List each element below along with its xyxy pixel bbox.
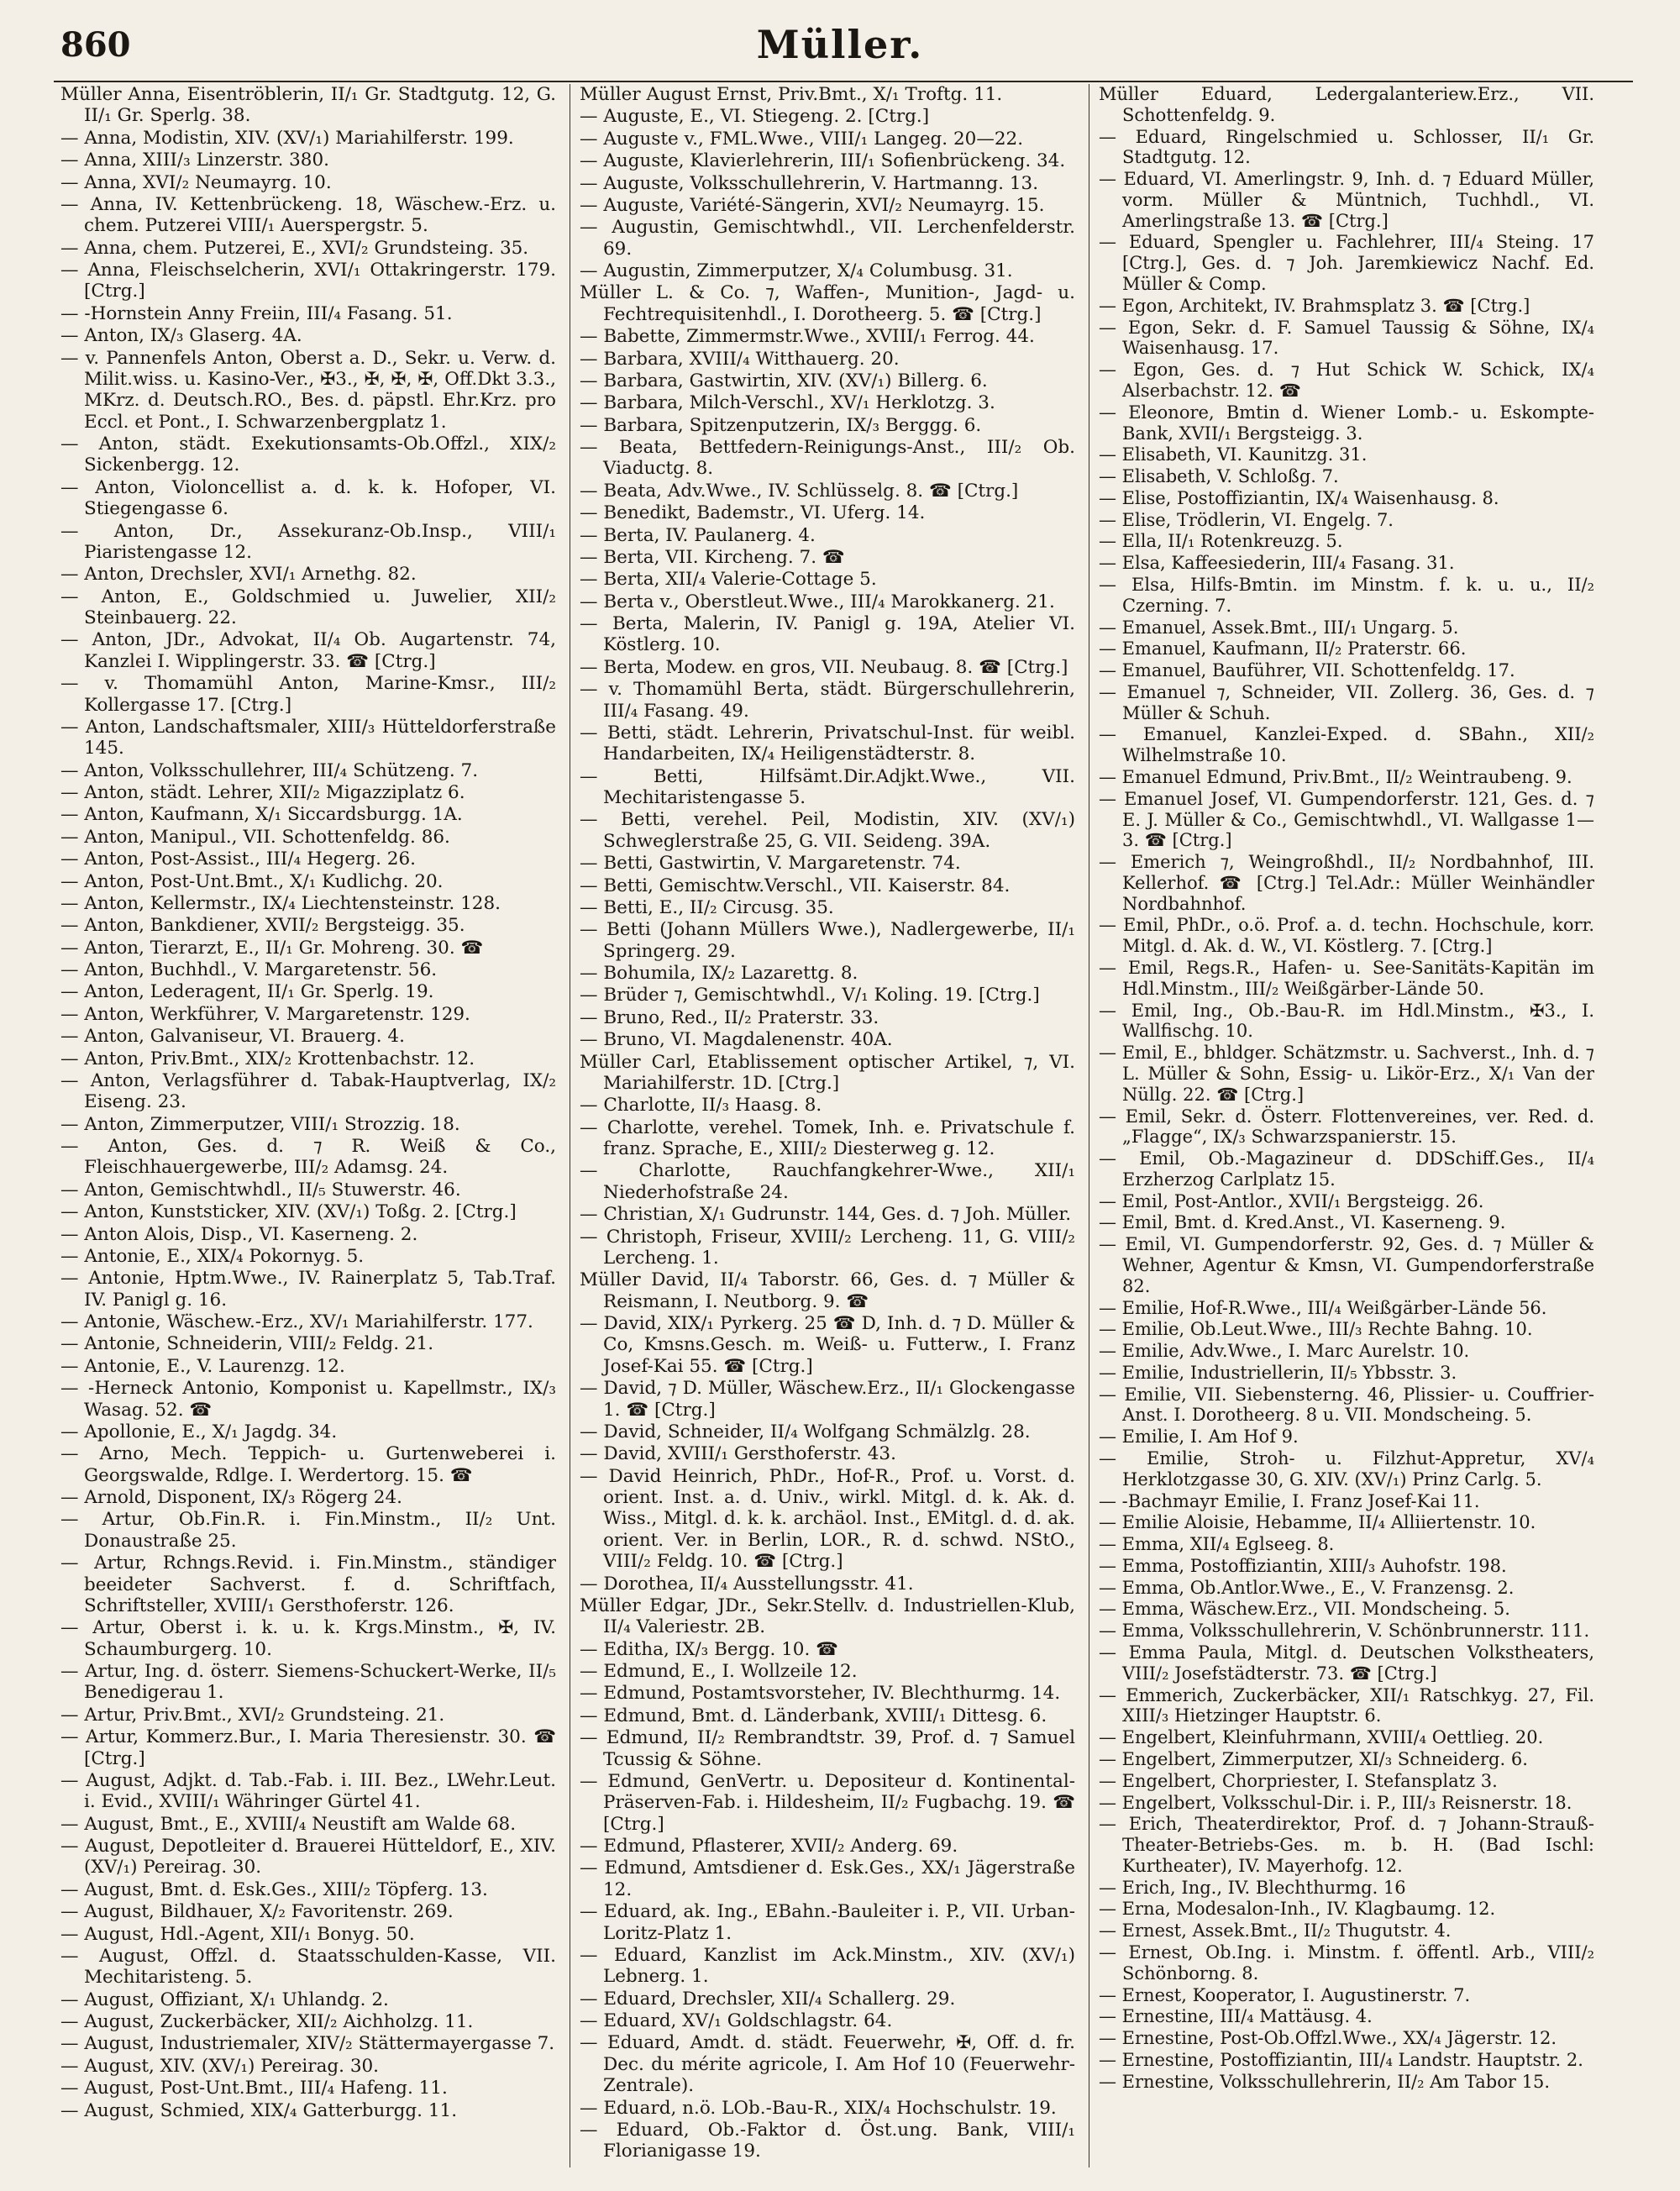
directory-entry: — Anton, Tierarzt, E., II/₁ Gr. Mohreng. 30. ☎ <box>60 937 484 959</box>
directory-entry: — August, Adjkt. d. Tab.-Fab. i. III. Bez., LWehr.Leut. i. Evid., XVIII/₁ Währinger Gürtel 41. <box>60 1769 556 1813</box>
directory-entry: — Emilie, I. Am Hof 9. <box>1099 1427 1299 1448</box>
directory-entry: — August, Bmt. d. Esk.Ges., XIII/₂ Töpferg. 13. <box>60 1878 488 1900</box>
directory-entry: — Anton, Galvaniseur, VI. Brauerg. 4. <box>60 1026 405 1048</box>
directory-entry: — Anna, chem. Putzerei, E., XVI/₂ Grundsteing. 35. <box>60 237 529 259</box>
directory-entry: — Anton, Verlagsführer d. Tabak-Hauptverlag, IX/₂ Eiseng. 23. <box>60 1069 556 1113</box>
directory-entry: — Artur, Ing. d. österr. Siemens-Schuckert-Werke, II/₅ Benedigerau 1. <box>60 1661 556 1704</box>
directory-entry: — v. Thomamühl Anton, Marine-Kmsr., III/₂ Kollergasse 17. [Ctrg.] <box>60 673 556 716</box>
directory-entry: — Erna, Modesalon-Inh., IV. Klagbaumg. 12. <box>1099 1899 1496 1920</box>
directory-entry: — Emma, Wäschew.Erz., VII. Mondscheing. 5. <box>1099 1599 1510 1620</box>
directory-entry: — Antonie, Wäschew.-Erz., XV/₁ Mariahilferstr. 177. <box>60 1311 533 1332</box>
directory-entry: — August, Bmt., E., XVIII/₄ Neustift am Walde 68. <box>60 1813 517 1835</box>
directory-entry: Müller Anna, Eisentröblerin, II/₁ Gr. Stadtgutg. 12, G. II/₁ Gr. Sperlg. 38. <box>60 84 556 127</box>
column-2 <box>580 84 1075 2167</box>
directory-entry: — Betti, E., II/₂ Circusg. 35. <box>580 896 834 918</box>
directory-entry: — Betti, Gastwirtin, V. Margaretenstr. 74. <box>580 853 961 875</box>
directory-entry: — Anton, Buchhdl., V. Margaretenstr. 56. <box>60 959 438 980</box>
directory-entry: — Edmund, Bmt. d. Länderbank, XVIII/₁ Dittesg. 6. <box>580 1705 1047 1726</box>
directory-entry: — Emil, Sekr. d. Österr. Flottenvereines, ver. Red. d. „Flagge“, IX/₃ Schwarzspanierstr. 15. <box>1099 1106 1594 1148</box>
directory-entry: — Edmund, II/₂ Rembrandtstr. 39, Prof. d. ⁊ Samuel Tcussig & Söhne. <box>580 1727 1075 1770</box>
directory-entry: — Auguste, E., VI. Stiegeng. 2. [Ctrg.] <box>580 106 930 128</box>
directory-entry: — Benedikt, Bademstr., VI. Uferg. 14. <box>580 502 926 524</box>
directory-entry: — Barbara, XVIII/₄ Witthauerg. 20. <box>580 348 900 370</box>
directory-entry: — Emil, VI. Gumpendorferstr. 92, Ges. d. ⁊ Müller & Wehner, Agentur & Kmsn, VI. Gumpendorferstraße 82. <box>1099 1234 1594 1296</box>
directory-entry: — Anton, Dr., Assekuranz-Ob.Insp., VIII/₁ Piaristengasse 12. <box>60 520 556 563</box>
directory-entry: — Emanuel, Bauführer, VII. Schottenfeldg. 17. <box>1099 660 1515 681</box>
directory-entry: — Eduard, Kanzlist im Ack.Minstm., XIV. (XV/₁) Lebnerg. 1. <box>580 1944 1075 1988</box>
directory-entry: — Emil, Ob.-Magazineur d. DDSchiff.Ges., II/₄ Erzherzog Carlplatz 15. <box>1099 1148 1594 1190</box>
directory-entry: — Artur, Ob.Fin.R. i. Fin.Minstm., II/₂ Unt. Donaustraße 25. <box>60 1509 556 1552</box>
directory-entry: — Emmerich, Zuckerbäcker, XII/₁ Ratschkyg. 27, Fil. XIII/₃ Hietzinger Hauptstr. 6. <box>1099 1684 1594 1726</box>
directory-entry: — Erich, Ing., IV. Blechthurmg. 16 <box>1099 1877 1406 1898</box>
directory-entry: — Anton, Post-Unt.Bmt., X/₁ Kudlichg. 20. <box>60 870 444 892</box>
directory-entry: — Anton, Post-Assist., III/₄ Hegerg. 26. <box>60 849 416 870</box>
directory-entry: — Bohumila, IX/₂ Lazarettg. 8. <box>580 963 858 984</box>
directory-entry: — Emilie, Ob.Leut.Wwe., III/₃ Rechte Bahng. 10. <box>1099 1319 1533 1340</box>
directory-entry: — v. Thomamühl Berta, städt. Bürgerschullehrerin, III/₄ Fasang. 49. <box>580 679 1075 722</box>
directory-entry: — Bruno, VI. Magdalenenstr. 40A. <box>580 1029 893 1051</box>
directory-entry: — Ella, II/₁ Rotenkreuzg. 5. <box>1099 531 1343 552</box>
directory-entry: — Auguste, Klavierlehrerin, III/₁ Sofienbrückeng. 34. <box>580 150 1066 172</box>
directory-entry: — Arno, Mech. Teppich- u. Gurtenweberei i. Georgswalde, Rdlge. I. Werdertorg. 15. ☎ <box>60 1443 556 1486</box>
directory-entry: — Anton, Manipul., VII. Schottenfeldg. 86. <box>60 826 450 848</box>
directory-entry: — Emil, Regs.R., Hafen- u. See-Sanitäts-Kapitän im Hdl.Minstm., III/₂ Weißgärber-Lände 50. <box>1099 958 1594 999</box>
directory-entry: — Emilie, VII. Siebensterng. 46, Plissier- u. Couffrier-Anst. I. Dorotheerg. 8 u. VII. Mondscheing. 5. <box>1099 1384 1594 1426</box>
directory-entry: — Eduard, n.ö. LOb.-Bau-R., XIX/₄ Hochschulstr. 19. <box>580 2097 1057 2119</box>
directory-entry: — Anton, Bankdiener, XVII/₂ Bergsteigg. 35. <box>60 915 465 937</box>
directory-entry: — Anton, E., Goldschmied u. Juwelier, XII/₂ Steinbauerg. 22. <box>60 586 556 628</box>
directory-entry: — August, Schmied, XIX/₄ Gatterburgg. 11. <box>60 2099 458 2121</box>
directory-entry: — Auguste, Volksschullehrerin, V. Hartmanng. 13. <box>580 172 1039 194</box>
directory-entry: — David, ⁊ D. Müller, Wäschew.Erz., II/₁ Glockengasse 1. ☎ [Ctrg.] <box>580 1378 1075 1421</box>
directory-entry: — Emma Paula, Mitgl. d. Deutschen Volkstheaters, VIII/₂ Josefstädterstr. 73. ☎ [Ctrg.] <box>1099 1642 1594 1684</box>
directory-entry: — Anton, Ges. d. ⁊ R. Weiß & Co., Fleischhauergewerbe, III/₂ Adamsg. 24. <box>60 1136 556 1179</box>
directory-entry: — Engelbert, Volksschul-Dir. i. P., III/₃ Reisnerstr. 18. <box>1099 1792 1572 1813</box>
directory-entry: — Barbara, Gastwirtin, XIV. (XV/₁) Billerg. 6. <box>580 370 988 391</box>
directory-entry: Müller David, II/₄ Taborstr. 66, Ges. d. ⁊ Müller & Reismann, I. Neutborg. 9. ☎ <box>580 1269 1075 1312</box>
directory-entry: — August, Depotleiter d. Brauerei Hütteldorf, E., XIV. (XV/₁) Pereirag. 30. <box>60 1836 556 1878</box>
directory-entry: — Auguste v., FML.Wwe., VIII/₁ Langeg. 20—22. <box>580 128 1024 150</box>
directory-entry: — Emma, Volksschullehrerin, V. Schönbrunnerstr. 111. <box>1099 1621 1590 1642</box>
directory-entry: — v. Pannenfels Anton, Oberst a. D., Sekr. u. Verw. d. Milit.wiss. u. Kasino-Ver., ✠3., ✠, ✠, ✠, Off.Dkt 3.3., MKrz. d. Deutsch.RO., Bes. d. päpstl. Ehr.Krz. pro Eccl. et Pont., I. Schwarzenbergplatz 1. <box>60 347 556 433</box>
directory-entry: — Elsa, Kaffeesiederin, III/₄ Fasang. 31. <box>1099 553 1455 574</box>
directory-entry: — Anton, Landschaftsmaler, XIII/₃ Hütteldorferstraße 145. <box>60 716 556 759</box>
directory-entry: — Betti, Gemischtw.Verschl., VII. Kaiserstr. 84. <box>580 875 1011 896</box>
directory-entry: — Emil, Post-Antlor., XVII/₁ Bergsteigg. 26. <box>1099 1190 1484 1211</box>
directory-entry: — Eduard, Ob.-Faktor d. Öst.ung. Bank, VIII/₁ Florianigasse 19. <box>580 2119 1075 2162</box>
directory-entry: — Eduard, ak. Ing., EBahn.-Bauleiter i. P., VII. Urban-Loritz-Platz 1. <box>580 1901 1075 1944</box>
directory-entry: — David Heinrich, PhDr., Hof-R., Prof. u. Vorst. d. orient. Inst. a. d. Univ., wirkl. Mitgl. d. k. Ak. d. Wiss., Mitgl. d. k. k. archäol. Inst., EMitgl. d. d. ak. orient. Ver. in Berlin, LOR., R. d. schwd. NStO., VIII/₂ Feldg. 10. ☎ [Ctrg.] <box>580 1465 1075 1573</box>
directory-entry: — Antonie, Schneiderin, VIII/₂ Feldg. 21. <box>60 1333 434 1355</box>
directory-entry: — Edmund, Amtsdiener d. Esk.Ges., XX/₁ Jägerstraße 12. <box>580 1857 1075 1900</box>
directory-entry: — Dorothea, II/₄ Ausstellungsstr. 41. <box>580 1573 914 1595</box>
directory-entry: — Egon, Ges. d. ⁊ Hut Schick W. Schick, IX/₄ Alserbachstr. 12. ☎ <box>1099 360 1594 401</box>
directory-entry: — Elisabeth, V. Schloßg. 7. <box>1099 466 1339 487</box>
directory-entry: — Augustin, Gemischtwhdl., VII. Lerchenfelderstr. 69. <box>580 217 1075 260</box>
directory-entry: — Anna, XIII/₃ Linzerstr. 380. <box>60 150 329 171</box>
directory-entry: — Anton, Lederagent, II/₁ Gr. Sperlg. 19. <box>60 981 434 1003</box>
directory-entry: — Eduard, Ringelschmied u. Schlosser, II/₁ Gr. Stadtgutg. 12. <box>1099 126 1594 168</box>
directory-entry: — Artur, Kommerz.Bur., I. Maria Theresienstr. 30. ☎ [Ctrg.] <box>60 1726 556 1769</box>
directory-entry: — Anton, Zimmerputzer, VIII/₁ Strozzig. 18. <box>60 1113 460 1135</box>
directory-entry: — Emilie, Industriellerin, II/₅ Ybbsstr. 3. <box>1099 1362 1457 1383</box>
column-3 <box>1099 84 1594 2167</box>
directory-entry: — Erich, Theaterdirektor, Prof. d. ⁊ Johann-Strauß-Theater-Betriebs-Ges. m. b. H. (Bad Ischl: Kurtheater), IV. Mayerhofg. 12. <box>1099 1814 1594 1876</box>
directory-entry: — Emilie, Stroh- u. Filzhut-Appretur, XV/₄ Herklotzgasse 30, G. XIV. (XV/₁) Prinz Carlg. 5. <box>1099 1448 1594 1490</box>
directory-entry: — Berta, Malerin, IV. Panigl g. 19A, Atelier VI. Köstlerg. 10. <box>580 613 1075 656</box>
directory-entry: — Engelbert, Kleinfuhrmann, XVIII/₄ Oettlieg. 20. <box>1099 1727 1544 1748</box>
directory-entry: — Barbara, Spitzenputzerin, IX/₃ Berggg. 6. <box>580 414 982 436</box>
directory-entry: — August, Post-Unt.Bmt., III/₄ Hafeng. 11. <box>60 2078 448 2099</box>
directory-entry: Müller Eduard, Ledergalanteriew.Erz., VII. Schottenfeldg. 9. <box>1099 84 1594 125</box>
directory-entry: — Emil, PhDr., o.ö. Prof. a. d. techn. Hochschule, korr. Mitgl. d. Ak. d. W., VI. Köstlerg. 7. [Ctrg.] <box>1099 915 1594 957</box>
directory-entry: — Augustin, Zimmerputzer, X/₄ Columbusg. 31. <box>580 260 1013 281</box>
directory-entry: — Anton, IX/₃ Glaserg. 4A. <box>60 325 302 347</box>
directory-entry: — Emilie Aloisie, Hebamme, II/₄ Alliiertenstr. 10. <box>1099 1512 1536 1533</box>
directory-entry: — Emerich ⁊, Weingroßhdl., II/₂ Nordbahnhof, III. Kellerhof. ☎ [Ctrg.] Tel.Adr.: Müller Weinhändler Nordbahnhof. <box>1099 852 1594 914</box>
directory-entry: — Emanuel Josef, VI. Gumpendorferstr. 121, Ges. d. ⁊ E. J. Müller & Co., Gemischtwhdl., VI. Wallgasse 1—3. ☎ [Ctrg.] <box>1099 788 1594 851</box>
directory-entry: — Editha, IX/₃ Bergg. 10. ☎ <box>580 1638 838 1660</box>
directory-entry: — Anton, Kaufmann, X/₁ Siccardsburgg. 1A. <box>60 804 463 826</box>
header-rule <box>54 81 1633 82</box>
directory-entry: — Artur, Priv.Bmt., XVI/₂ Grundsteing. 21. <box>60 1704 445 1726</box>
directory-entry: — Charlotte, II/₃ Haasg. 8. <box>580 1095 822 1117</box>
directory-entry: Müller August Ernst, Priv.Bmt., X/₁ Troftg. 11. <box>580 84 1003 105</box>
directory-entry: — Emanuel, Kaufmann, II/₂ Praterstr. 66. <box>1099 638 1467 659</box>
directory-entry: — Egon, Architekt, IV. Brahmsplatz 3. ☎ [Ctrg.] <box>1099 295 1530 316</box>
directory-entry: — Emilie, Adv.Wwe., I. Marc Aurelstr. 10. <box>1099 1341 1470 1362</box>
directory-entry: — Eduard, VI. Amerlingstr. 9, Inh. d. ⁊ Eduard Müller, vorm. Müller & Müntnich, Tuchhdl., VI. Amerlingstraße 13. ☎ [Ctrg.] <box>1099 169 1594 231</box>
directory-entry: — Ernest, Assek.Bmt., II/₂ Thugutstr. 4. <box>1099 1920 1452 1941</box>
directory-entry: — Emma, Ob.Antlor.Wwe., E., V. Franzensg. 2. <box>1099 1577 1515 1598</box>
directory-entry: — Emma, XII/₄ Eglseeg. 8. <box>1099 1534 1335 1555</box>
directory-entry: — Anna, IV. Kettenbrückeng. 18, Wäschew.-Erz. u. chem. Putzerei VIII/₁ Auerspergstr. 5. <box>60 193 556 237</box>
directory-entry: Müller Edgar, JDr., Sekr.Stellv. d. Industriellen-Klub, II/₄ Valeriestr. 2B. <box>580 1595 1075 1638</box>
directory-entry: — -Herneck Antonio, Komponist u. Kapellmstr., IX/₃ Wasag. 52. ☎ <box>60 1378 556 1421</box>
directory-entry: — Egon, Sekr. d. F. Samuel Taussig & Söhne, IX/₄ Waisenhausg. 17. <box>1099 317 1594 359</box>
directory-entry: — Emanuel ⁊, Schneider, VII. Zollerg. 36, Ges. d. ⁊ Müller & Schuh. <box>1099 681 1594 723</box>
directory-entry: — Berta, VII. Kircheng. 7. ☎ <box>580 546 845 568</box>
directory-entry: — Anton, städt. Exekutionsamts-Ob.Offzl., XIX/₂ Sickenbergg. 12. <box>60 433 556 476</box>
directory-entry: — Ernest, Ob.Ing. i. Minstm. f. öffentl. Arb., VIII/₂ Schönborng. 8. <box>1099 1941 1594 1983</box>
directory-entry: — Auguste, Variété-Sängerin, XVI/₂ Neumayrg. 15. <box>580 194 1045 216</box>
directory-entry: — Arnold, Disponent, IX/₃ Rögerg 24. <box>60 1487 402 1508</box>
directory-entry: — -Hornstein Anny Freiin, III/₄ Fasang. 51. <box>60 302 453 324</box>
directory-entry: — Eduard, Spengler u. Fachlehrer, III/₄ Steing. 17 [Ctrg.], Ges. d. ⁊ Joh. Jaremkiewicz Nachf. Ed. Müller & Comp. <box>1099 232 1594 295</box>
directory-entry: — Betti, verehel. Peil, Modistin, XIV. (XV/₁) Schweglerstraße 25, G. VII. Seideng. 39A. <box>580 809 1075 852</box>
directory-entry: — Engelbert, Zimmerputzer, XI/₃ Schneiderg. 6. <box>1099 1748 1528 1769</box>
directory-entry: — Edmund, GenVertr. u. Depositeur d. Kontinental-Präserven-Fab. i. Hildesheim, II/₂ Fugbachg. 19. ☎ [Ctrg.] <box>580 1770 1075 1835</box>
directory-entry: — Elsa, Hilfs-Bmtin. im Minstm. f. k. u. u., II/₂ Czerning. 7. <box>1099 574 1594 616</box>
directory-entry: — Ernestine, Postoffiziantin, III/₄ Landstr. Hauptstr. 2. <box>1099 2049 1583 2070</box>
directory-entry: — Anton, Priv.Bmt., XIX/₂ Krottenbachstr. 12. <box>60 1048 475 1069</box>
column-1 <box>60 84 556 2167</box>
directory-entry: — Elise, Trödlerin, VI. Engelg. 7. <box>1099 509 1394 530</box>
directory-entry: — Ernest, Kooperator, I. Augustinerstr. 7. <box>1099 1984 1471 2005</box>
directory-entry: — Elise, Postoffiziantin, IX/₄ Waisenhausg. 8. <box>1099 487 1499 508</box>
directory-entry: — Emil, Bmt. d. Kred.Anst., VI. Kaserneng. 9. <box>1099 1212 1506 1233</box>
directory-entry: — Charlotte, Rauchfangkehrer-Wwe., XII/₁ Niederhofstraße 24. <box>580 1160 1075 1203</box>
directory-entry: — Anton, Werkführer, V. Margaretenstr. 129. <box>60 1003 470 1025</box>
directory-entry: — Ernestine, III/₄ Mattäusg. 4. <box>1099 2006 1373 2027</box>
directory-entry: — Anton, Gemischtwhdl., II/₅ Stuwerstr. 46. <box>60 1179 461 1201</box>
directory-entry: — Betti, städt. Lehrerin, Privatschul-Inst. für weibl. Handarbeiten, IX/₄ Heiligenstädterstr. 8. <box>580 722 1075 765</box>
directory-entry: — August, Offzl. d. Staatsschulden-Kasse, VII. Mechitaristeng. 5. <box>60 1945 556 1989</box>
directory-entry: — Anton, städt. Lehrer, XII/₂ Migazziplatz 6. <box>60 782 465 803</box>
directory-entry: — Berta, IV. Paulanerg. 4. <box>580 524 816 546</box>
directory-entry: — Antonie, E., XIX/₄ Pokornyg. 5. <box>60 1245 365 1267</box>
directory-entry: — Ernestine, Volksschullehrerin, II/₂ Am Tabor 15. <box>1099 2071 1551 2092</box>
directory-entry: — Betti (Johann Müllers Wwe.), Nadlergewerbe, II/₁ Springerg. 29. <box>580 919 1075 962</box>
directory-entry: — Emil, E., bhldger. Schätzmstr. u. Sachverst., Inh. d. ⁊ L. Müller & Sohn, Essig- u. Likör-Erz., X/₁ Van der Nüllg. 22. ☎ [Ctrg.] <box>1099 1043 1594 1105</box>
directory-entry: — Emanuel, Kanzlei-Exped. d. SBahn., XII/₂ Wilhelmstraße 10. <box>1099 724 1594 766</box>
directory-entry: — -Bachmayr Emilie, I. Franz Josef-Kai 11. <box>1099 1490 1480 1511</box>
directory-entry: — Berta v., Oberstleut.Wwe., III/₄ Marokkanerg. 21. <box>580 591 1055 612</box>
page-number: 860 <box>60 25 131 65</box>
directory-entry: — Berta, Modew. en gros, VII. Neubaug. 8. ☎ [Ctrg.] <box>580 656 1068 678</box>
directory-entry: — Elisabeth, VI. Kaunitzg. 31. <box>1099 444 1368 465</box>
directory-entry: — Antonie, E., V. Laurenzg. 12. <box>60 1355 345 1377</box>
directory-entry: — Anna, Modistin, XIV. (XV/₁) Mariahilferstr. 199. <box>60 127 514 149</box>
directory-entry: — Anton, Violoncellist a. d. k. k. Hofoper, VI. Stiegengasse 6. <box>60 476 556 520</box>
directory-entry: — David, XIX/₁ Pyrkerg. 25 ☎ D, Inh. d. ⁊ D. Müller & Co, Kmsns.Gesch. m. Weiß- u. Futterw., I. Franz Josef-Kai 55. ☎ [Ctrg.] <box>580 1313 1075 1377</box>
directory-entry: — David, Schneider, II/₄ Wolfgang Schmälzlg. 28. <box>580 1421 1031 1442</box>
directory-entry: — Edmund, Pflasterer, XVII/₂ Anderg. 69. <box>580 1836 958 1857</box>
directory-entry: — Anton, Volksschullehrer, III/₄ Schützeng. 7. <box>60 759 479 781</box>
directory-entry: — Anton, Kunststicker, XIV. (XV/₁) Toßg. 2. [Ctrg.] <box>60 1201 517 1223</box>
directory-entry: — Anton, Kellermstr., IX/₄ Liechtensteinstr. 128. <box>60 892 501 914</box>
directory-entry: Müller Carl, Etablissement optischer Artikel, ⁊, VI. Mariahilferstr. 1D. [Ctrg.] <box>580 1051 1075 1094</box>
directory-entry: — Emma, Postoffiziantin, XIII/₃ Auhofstr. 198. <box>1099 1555 1507 1576</box>
directory-entry: — Edmund, E., I. Wollzeile 12. <box>580 1661 858 1682</box>
directory-entry: — Eduard, Drechsler, XII/₄ Schallerg. 29. <box>580 1988 956 2010</box>
directory-entry: — Anna, XVI/₂ Neumayrg. 10. <box>60 171 332 193</box>
directory-entry: — Christian, X/₁ Gudrunstr. 144, Ges. d. ⁊ Joh. Müller. <box>580 1204 1072 1226</box>
directory-entry: — Christoph, Friseur, XVIII/₂ Lercheng. 11, G. VIII/₂ Lercheng. 1. <box>580 1226 1075 1269</box>
directory-entry: — August, Offiziant, X/₁ Uhlandg. 2. <box>60 1989 389 2010</box>
directory-entry: — Barbara, Milch-Verschl., XV/₁ Herklotzg. 3. <box>580 392 995 414</box>
directory-entry: — August, Industriemaler, XIV/₂ Stättermayergasse 7. <box>60 2033 555 2055</box>
directory-entry: — Edmund, Postamtsvorsteher, IV. Blechthurmg. 14. <box>580 1683 1061 1705</box>
directory-entry: — Engelbert, Chorpriester, I. Stefansplatz 3. <box>1099 1770 1498 1791</box>
directory-entry: — Antonie, Hptm.Wwe., IV. Rainerplatz 5, Tab.Traf. IV. Panigl g. 16. <box>60 1268 556 1311</box>
directory-entry: — Artur, Rchngs.Revid. i. Fin.Minstm., ständiger beeideter Sachverst. f. d. Schriftfach, Schriftsteller, XVIII/₁ Gersthoferstr. 126. <box>60 1553 556 1616</box>
directory-entry: — August, Bildhauer, X/₂ Favoritenstr. 269. <box>60 1901 454 1923</box>
directory-entry: — Eduard, XV/₁ Goldschlagstr. 64. <box>580 2010 893 2031</box>
directory-entry: — Eduard, Amdt. d. städt. Feuerwehr, ✠, Off. d. fr. Dec. du mérite agricole, I. Am Hof 10 (Feuerwehr-Zentrale). <box>580 2032 1075 2097</box>
directory-entry: — Emanuel, Assek.Bmt., III/₁ Ungarg. 5. <box>1099 617 1459 638</box>
directory-entry: — David, XVIII/₁ Gersthoferstr. 43. <box>580 1443 896 1465</box>
directory-entry: — Babette, Zimmermstr.Wwe., XVIII/₁ Ferrog. 44. <box>580 326 1035 348</box>
directory-entry: — Charlotte, verehel. Tomek, Inh. e. Privatschule f. franz. Sprache, E., XIII/₂ Diesterweg g. 12. <box>580 1117 1075 1159</box>
directory-entry: — August, XIV. (XV/₁) Pereirag. 30. <box>60 2055 380 2077</box>
directory-entry: — Emilie, Hof-R.Wwe., III/₄ Weißgärber-Lände 56. <box>1099 1297 1547 1318</box>
directory-entry: — Betti, Hilfsämt.Dir.Adjkt.Wwe., VII. Mechitaristengasse 5. <box>580 765 1075 808</box>
directory-entry: Müller L. & Co. ⁊, Waffen-, Munition-, Jagd- u. Fechtrequisitenhdl., I. Dorotheerg. 5. ☎ [Ctrg.] <box>580 282 1075 325</box>
directory-entry: — August, Zuckerbäcker, XII/₂ Aichholzg. 11. <box>60 2011 474 2032</box>
directory-entry: — Anna, Fleischselcherin, XVI/₁ Ottakringerstr. 179. [Ctrg.] <box>60 260 556 302</box>
directory-entry: — Eleonore, Bmtin d. Wiener Lomb.- u. Eskompte-Bank, XVII/₁ Bergsteigg. 3. <box>1099 402 1594 444</box>
directory-entry: — Beata, Adv.Wwe., IV. Schlüsselg. 8. ☎ [Ctrg.] <box>580 480 1019 502</box>
directory-entry: — Beata, Bettfedern-Reinigungs-Anst., III/₂ Ob. Viaductg. 8. <box>580 437 1075 480</box>
directory-entry: — August, Hdl.-Agent, XII/₁ Bonyg. 50. <box>60 1923 415 1945</box>
directory-entry: — Brüder ⁊, Gemischtwhdl., V/₁ Koling. 19. [Ctrg.] <box>580 985 1040 1006</box>
directory-entry: — Ernestine, Post-Ob.Offzl.Wwe., XX/₄ Jägerstr. 12. <box>1099 2028 1557 2049</box>
running-head: Müller. <box>756 22 924 67</box>
directory-entry: — Berta, XII/₄ Valerie-Cottage 5. <box>580 569 877 591</box>
directory-entry: — Anton, JDr., Advokat, II/₄ Ob. Augartenstr. 74, Kanzlei I. Wipplingerstr. 33. ☎ [Ctrg.] <box>60 629 556 672</box>
directory-entry: — Anton Alois, Disp., VI. Kaserneng. 2. <box>60 1223 418 1245</box>
directory-entry: — Apollonie, E., X/₁ Jagdg. 34. <box>60 1421 338 1442</box>
directory-entry: — Emanuel Edmund, Priv.Bmt., II/₂ Weintraubeng. 9. <box>1099 767 1572 787</box>
directory-entry: — Anton, Drechsler, XVI/₁ Arnethg. 82. <box>60 564 417 586</box>
directory-entry: — Emil, Ing., Ob.-Bau-R. im Hdl.Minstm., ✠3., I. Wallfischg. 10. <box>1099 1000 1594 1042</box>
directory-entry: — Artur, Oberst i. k. u. k. Krgs.Minstm., ✠, IV. Schaumburgerg. 10. <box>60 1617 556 1660</box>
directory-entry: — Bruno, Red., II/₂ Praterstr. 33. <box>580 1006 879 1028</box>
